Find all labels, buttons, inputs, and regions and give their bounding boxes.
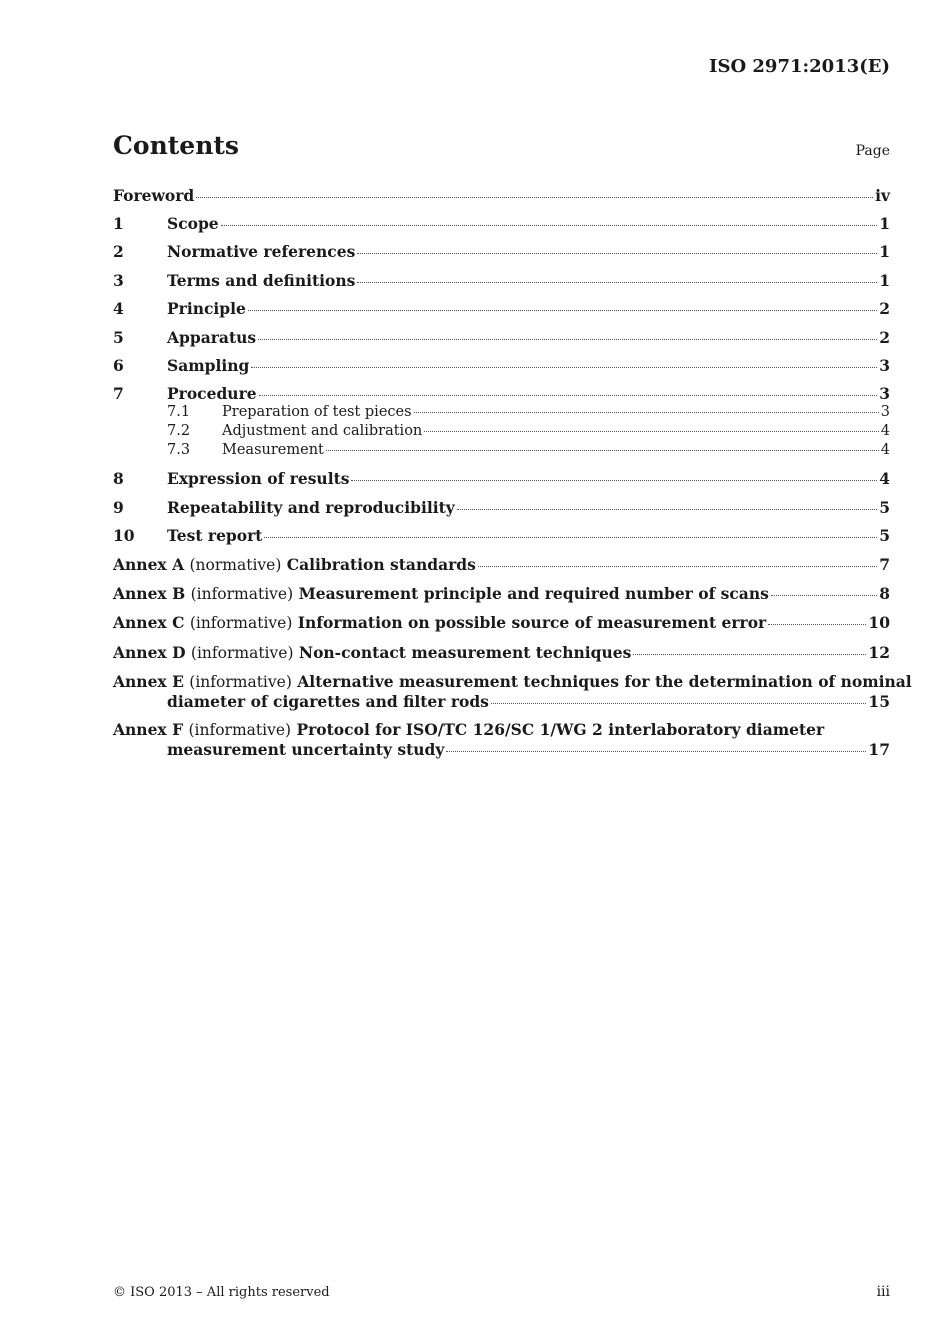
annex-kind: (informative): [190, 643, 294, 662]
toc-entry-subsection[interactable]: [113, 441, 890, 460]
section-number: 2: [113, 242, 124, 262]
dot-leader: [457, 509, 877, 510]
annex-kind: (informative): [189, 673, 292, 692]
toc-entry-page: 17: [868, 740, 890, 760]
section-number: 4: [113, 299, 124, 319]
toc-entry-section[interactable]: [113, 498, 890, 517]
toc-entry-page: 4: [880, 442, 890, 459]
dot-leader: [258, 339, 877, 340]
toc-entry-title: [113, 720, 824, 740]
dot-leader: [446, 751, 866, 752]
toc-entry-page: 7: [879, 554, 890, 574]
toc-entry-page: 10: [868, 613, 890, 633]
toc-entry-page: 1: [879, 270, 890, 290]
annex-label: Annex A: [113, 554, 185, 574]
footer-copyright: © ISO 2013 – All rights reserved: [113, 1285, 330, 1300]
dot-leader: [357, 253, 877, 254]
toc-entry-section[interactable]: [113, 469, 890, 488]
section-number: 7: [113, 384, 124, 404]
annex-label: Annex B: [113, 583, 186, 603]
table-of-contents: [113, 186, 912, 760]
toc-entry-section[interactable]: [113, 384, 890, 403]
annex-label: Annex D: [113, 642, 186, 662]
dot-leader: [768, 624, 866, 625]
subsection-number: 7.2: [167, 423, 191, 440]
toc-entry-title: Foreword: [113, 186, 195, 205]
dot-leader: [351, 480, 877, 481]
dot-leader: [771, 595, 877, 596]
toc-entry-annex-d[interactable]: [113, 643, 890, 663]
toc-entry-title: Adjustment and calibration: [222, 423, 423, 440]
section-number: 1: [113, 214, 124, 233]
subsection-number: 7.1: [167, 404, 191, 421]
toc-entry-annex-a[interactable]: [113, 555, 890, 575]
dot-leader: [251, 367, 877, 368]
toc-entry-section[interactable]: [113, 356, 890, 375]
toc-entry-section[interactable]: [113, 526, 890, 545]
toc-entry-page: 4: [879, 469, 890, 489]
section-number: 9: [113, 497, 124, 517]
dot-leader: [221, 225, 878, 226]
annex-kind: (normative): [189, 555, 282, 574]
annex-label: Annex C: [113, 613, 185, 633]
annex-label: Annex F: [113, 720, 184, 740]
toc-entry-title: Apparatus: [167, 327, 257, 347]
toc-entry-page: 1: [879, 242, 890, 262]
toc-entry-annex-f[interactable]: [113, 720, 890, 759]
toc-entry-page: 3: [879, 355, 890, 375]
annex-title: Non-contact measurement techniques: [298, 642, 632, 662]
section-number: 5: [113, 327, 124, 347]
toc-entry-title: Preparation of test pieces: [222, 404, 412, 421]
page-column-label: Page: [855, 143, 890, 159]
section-number: 8: [113, 469, 124, 489]
toc-entry-section[interactable]: [113, 328, 890, 347]
toc-entry-title: Measurement: [222, 442, 324, 459]
toc-entry-section[interactable]: [113, 242, 890, 261]
toc-entry-title: [113, 643, 631, 663]
toc-entry-page: 8: [879, 583, 890, 603]
annex-kind: (informative): [189, 614, 293, 633]
toc-entry-title: Scope: [167, 214, 219, 233]
toc-entry-title: Sampling: [167, 355, 250, 375]
toc-entry-title: Normative references: [167, 242, 356, 262]
toc-entry-page: 3: [879, 384, 890, 404]
toc-entry-page: 1: [879, 214, 890, 233]
toc-entry-section[interactable]: [113, 271, 890, 290]
toc-entry-page: 4: [880, 423, 890, 440]
toc-entry-annex-b[interactable]: [113, 584, 890, 604]
dot-leader: [491, 703, 867, 704]
toc-entry-title: [113, 584, 769, 604]
annex-title: Measurement principle and required number of scans: [298, 583, 769, 603]
dot-leader: [633, 654, 866, 655]
toc-entry-page: 5: [879, 497, 890, 517]
dot-leader: [326, 450, 879, 451]
toc-entry-page: iv: [875, 186, 890, 205]
annex-kind: (informative): [190, 584, 294, 603]
annex-title: Calibration standards: [286, 554, 476, 574]
toc-entry-title: Principle: [167, 299, 246, 319]
document-id: ISO 2971:2013(E): [709, 56, 890, 77]
annex-title-continued: diameter of cigarettes and filter rods: [167, 692, 489, 712]
toc-entry-title: Test report: [167, 526, 263, 546]
dot-leader: [248, 310, 877, 311]
footer-page-number: iii: [876, 1284, 890, 1300]
dot-leader: [357, 282, 877, 283]
dot-leader: [196, 197, 873, 198]
toc-entry-page: 2: [879, 299, 890, 319]
toc-entry-section[interactable]: [113, 299, 890, 318]
toc-entry-subsection[interactable]: [113, 422, 890, 441]
annex-title: Alternative measurement techniques for the determination of nominal: [297, 672, 912, 692]
toc-entry-title: Expression of results: [167, 469, 350, 489]
dot-leader: [424, 431, 878, 432]
toc-entry-subsection[interactable]: [113, 403, 890, 422]
toc-entry-title: Terms and definitions: [167, 270, 356, 290]
annex-title: Information on possible source of measurement error: [297, 613, 767, 633]
contents-title: Contents: [113, 131, 240, 160]
annex-title-continued: measurement uncertainty study: [167, 740, 445, 760]
toc-entry-title: [113, 613, 766, 633]
toc-entry-title: [113, 672, 912, 692]
toc-entry-title: Procedure: [167, 384, 257, 404]
toc-entry-page: 5: [879, 526, 890, 546]
toc-entry-title: [113, 555, 476, 575]
toc-entry-page: 3: [880, 404, 890, 421]
annex-title: Protocol for ISO/TC 126/SC 1/WG 2 interlaboratory diameter: [296, 720, 825, 740]
subsection-number: 7.3: [167, 442, 191, 459]
section-number: 3: [113, 270, 124, 290]
dot-leader: [414, 412, 879, 413]
toc-entry-section[interactable]: [113, 214, 890, 233]
toc-entry-annex-e[interactable]: [113, 672, 912, 712]
toc-entry-page: 12: [868, 642, 890, 662]
toc-entry-page: 2: [879, 327, 890, 347]
annex-label: Annex E: [113, 672, 184, 692]
toc-entry-foreword[interactable]: [113, 186, 890, 205]
toc-entry-title: Repeatability and reproducibility: [167, 497, 455, 517]
annex-kind: (informative): [188, 721, 292, 740]
section-number: 10: [113, 526, 135, 546]
section-number: 6: [113, 355, 124, 375]
dot-leader: [478, 566, 877, 567]
toc-entry-annex-c[interactable]: [113, 613, 890, 633]
toc-entry-page: 15: [868, 692, 890, 712]
dot-leader: [264, 537, 877, 538]
dot-leader: [259, 395, 878, 396]
